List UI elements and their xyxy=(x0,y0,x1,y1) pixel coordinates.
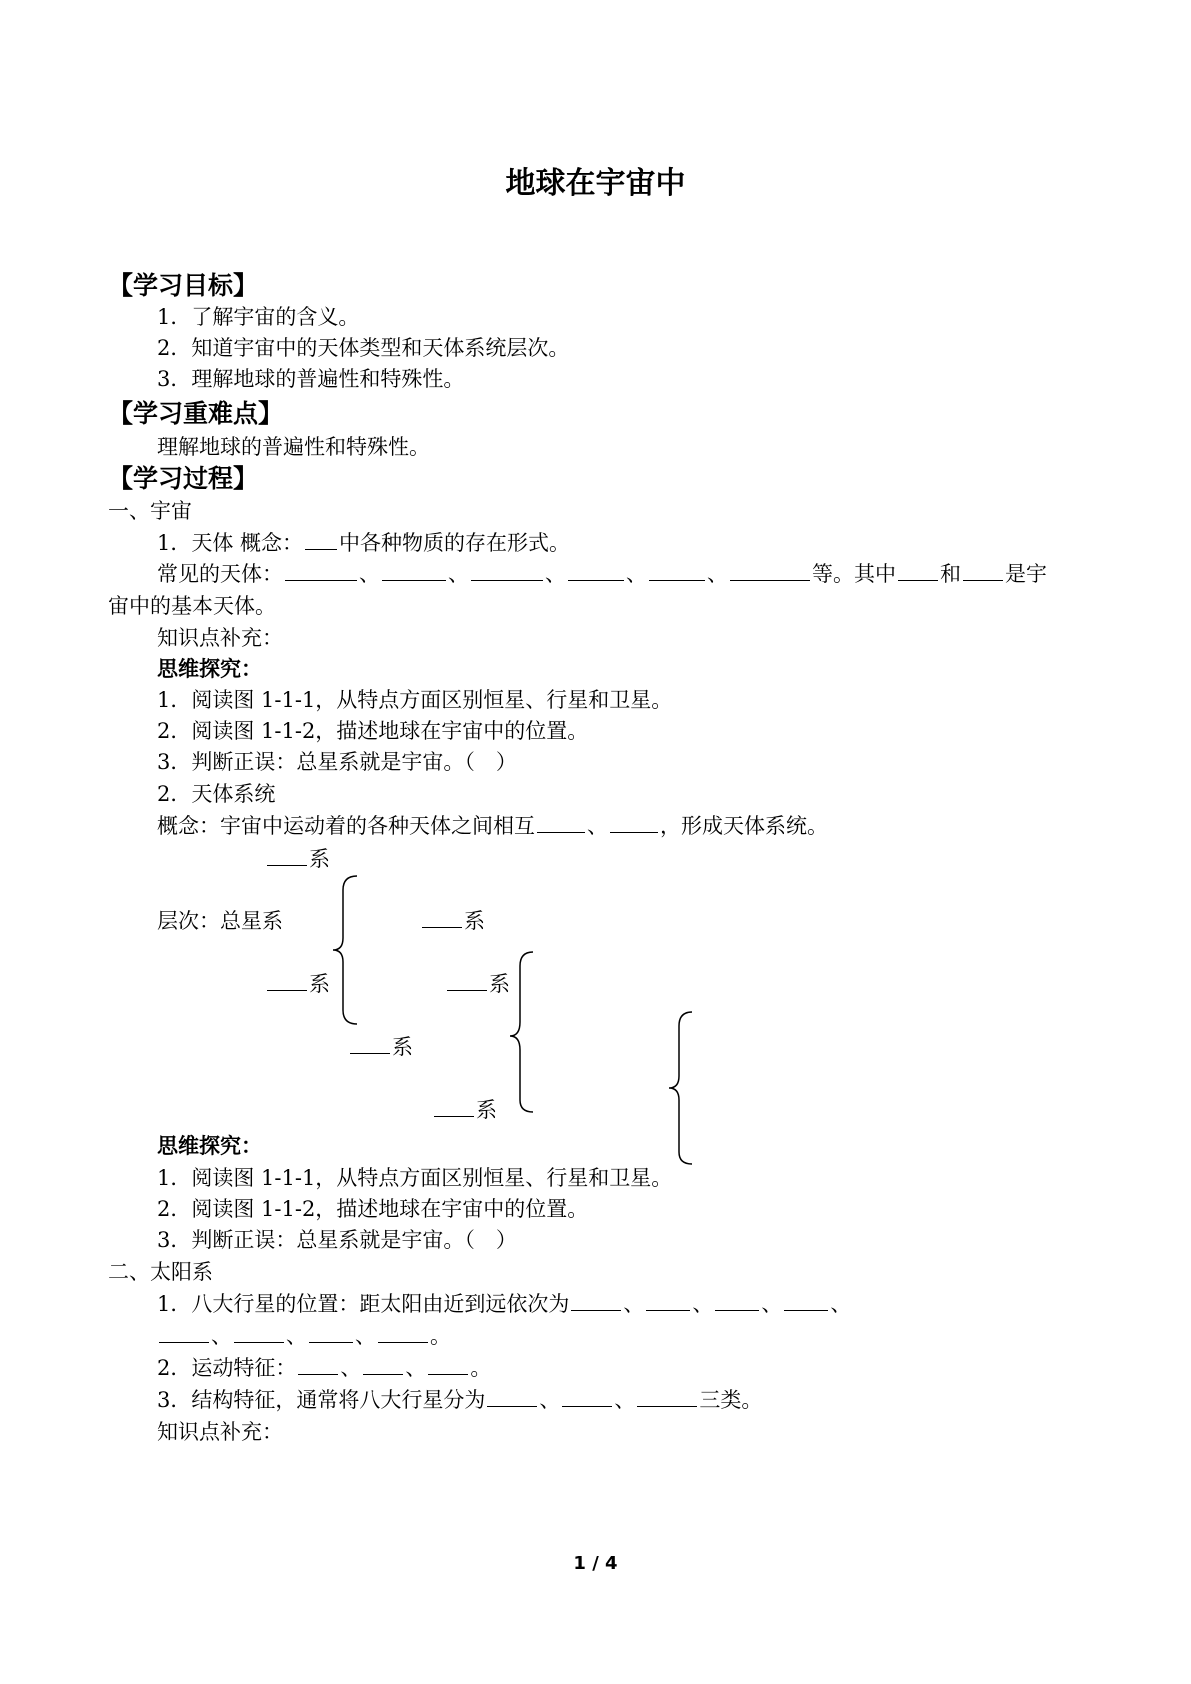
level-galaxy: 系 xyxy=(420,907,485,935)
system-title: 2．天体系统 xyxy=(157,782,276,806)
blank[interactable] xyxy=(159,1324,209,1343)
common-bodies-line: 常见的天体： 、 、 、 、 、 等。其中 和 是宇 xyxy=(157,562,1047,586)
part2-title: 二、太阳系 xyxy=(108,1260,213,1284)
question-1: 1．阅读图 1-1-1，从特点方面区别恒星、行星和卫星。 xyxy=(157,688,673,712)
planets-order-line: 1．八大行星的位置：距太阳由近到远依次为 、 、 、 、 xyxy=(157,1292,852,1316)
thinking-label-2: 思维探究： xyxy=(157,1134,262,1158)
brace-3 xyxy=(669,1012,692,1164)
blank[interactable] xyxy=(637,1388,697,1407)
common-bodies-line2: 宙中的基本天体。 xyxy=(108,594,276,618)
page-title: 地球在宇宙中 xyxy=(505,166,686,201)
goal-item: 1．了解宇宙的含义。 xyxy=(157,305,360,329)
system-concept-line: 概念：宇宙中运动着的各种天体之间相互 、 ，形成天体系统。 xyxy=(157,814,828,838)
goal-item: 2．知道宇宙中的天体类型和天体系统层次。 xyxy=(157,336,570,360)
thinking-label: 思维探究： xyxy=(157,657,262,681)
blank[interactable] xyxy=(784,1292,828,1311)
blank[interactable] xyxy=(715,1292,759,1311)
structure-line: 3．结构特征，通常将八大行星分为 、 、 三类。 xyxy=(157,1388,763,1412)
level-earth-moon: 系 xyxy=(432,1096,497,1124)
brace-1 xyxy=(333,876,357,1024)
question-1b: 1．阅读图 1-1-1，从特点方面区别恒星、行星和卫星。 xyxy=(157,1166,673,1190)
blank[interactable] xyxy=(309,1324,353,1343)
blank[interactable] xyxy=(571,1292,621,1311)
page-number: 1 / 4 xyxy=(573,1553,618,1574)
key-points-text: 理解地球的普遍性和特殊性。 xyxy=(157,435,430,459)
process-heading: 【学习过程】 xyxy=(108,464,259,493)
blank[interactable] xyxy=(428,1356,468,1375)
planets-order-line2: 、 、 、 。 xyxy=(157,1322,451,1350)
blank[interactable] xyxy=(363,1356,403,1375)
level-other: 系 xyxy=(348,1033,413,1061)
blank[interactable] xyxy=(298,1356,338,1375)
level-label: 层次：总星系 xyxy=(157,909,283,933)
blank[interactable] xyxy=(646,1292,690,1311)
motion-line: 2．运动特征： 、 、 。 xyxy=(157,1356,492,1380)
goals-heading: 【学习目标】 xyxy=(108,271,259,300)
question-2: 2．阅读图 1-1-2，描述地球在宇宙中的位置。 xyxy=(157,719,589,743)
part1-title: 一、宇宙 xyxy=(108,499,192,523)
knowledge-label-2: 知识点补充： xyxy=(157,1420,283,1444)
knowledge-label: 知识点补充： xyxy=(157,626,283,650)
question-3b: 3．判断正误：总星系就是宇宙。（ ） xyxy=(157,1228,517,1252)
level-local: 系 xyxy=(265,970,330,998)
blank[interactable] xyxy=(562,1388,612,1407)
blank[interactable] xyxy=(234,1324,284,1343)
question-3: 3．判断正误：总星系就是宇宙。（ ） xyxy=(157,750,517,774)
key-points-heading: 【学习重难点】 xyxy=(108,399,284,428)
level-top: 系 xyxy=(265,845,330,873)
blank[interactable] xyxy=(487,1388,537,1407)
blank[interactable] xyxy=(378,1324,428,1343)
level-solar: 系 xyxy=(445,970,510,998)
goal-item: 3．理解地球的普遍性和特殊性。 xyxy=(157,367,465,391)
brace-2 xyxy=(510,952,533,1112)
question-2b: 2．阅读图 1-1-2，描述地球在宇宙中的位置。 xyxy=(157,1197,589,1221)
celestial-concept-line: 1．天体 概念： 中各种物质的存在形式。 xyxy=(157,531,571,555)
